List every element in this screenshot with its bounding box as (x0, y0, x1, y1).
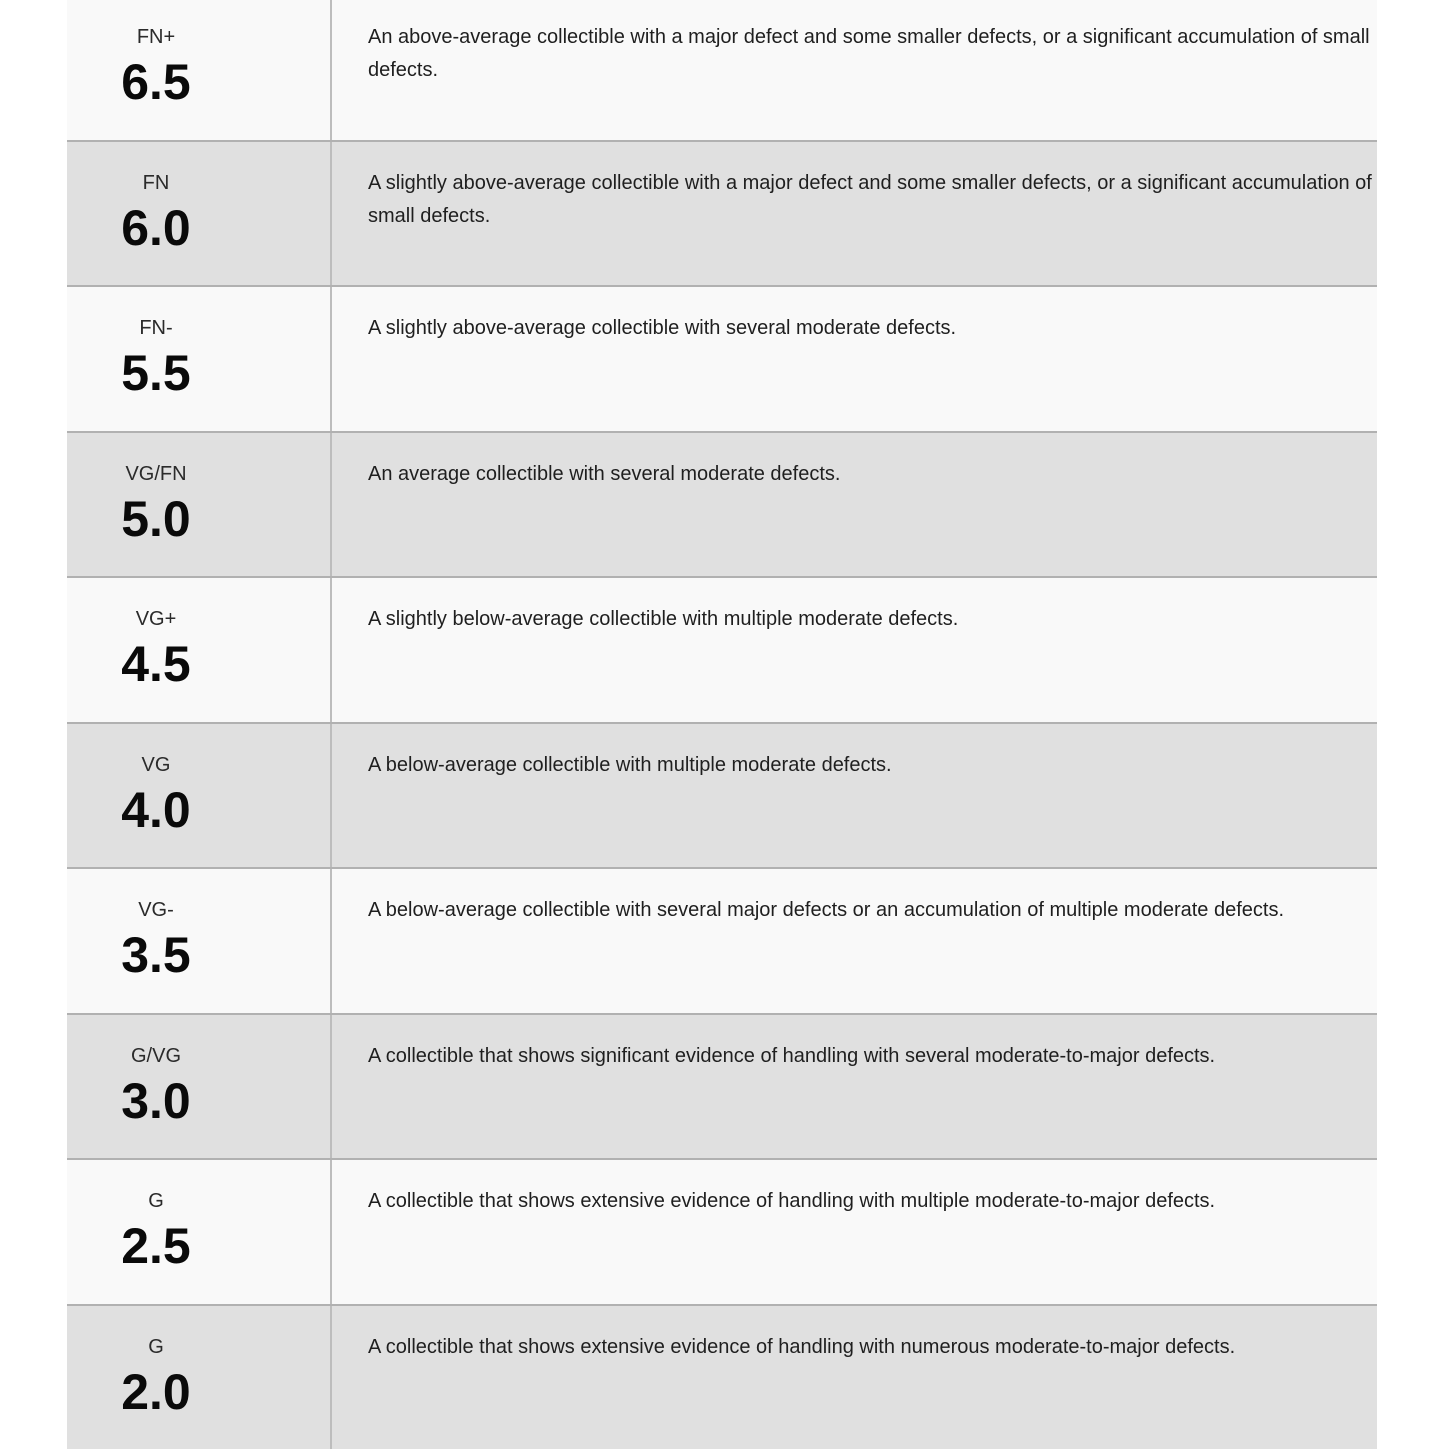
table-row (67, 576, 1377, 722)
grading-scale-table (67, 0, 1377, 1449)
grade-abbreviation: VG/FN (67, 458, 245, 491)
grade-description: A slightly above-average collectible with a major defect and some smaller defects, or a significant accumulation of small defects. (368, 167, 1377, 233)
grade-cell (67, 1015, 332, 1159)
grade-number: 6.0 (67, 202, 245, 254)
description-cell (332, 1015, 1377, 1159)
grade-description: A collectible that shows significant evidence of handling with several moderate-to-major defects. (368, 1040, 1377, 1073)
grade-cell (67, 1306, 332, 1449)
grade-abbreviation: G/VG (67, 1040, 245, 1073)
grade-abbreviation: FN+ (67, 21, 245, 54)
grade-cell (67, 869, 332, 1013)
table-row (67, 1158, 1377, 1304)
description-cell (332, 869, 1377, 1013)
table-row (67, 431, 1377, 577)
grade-abbreviation: VG- (67, 894, 245, 927)
grade-cell (67, 0, 332, 140)
description-cell (332, 142, 1377, 286)
table-row (67, 722, 1377, 868)
grade-cell (67, 433, 332, 577)
grade-description: A below-average collectible with multiple moderate defects. (368, 749, 1377, 782)
grade-description: An average collectible with several moderate defects. (368, 458, 1377, 491)
grade-cell (67, 287, 332, 431)
grade-number: 3.5 (67, 929, 245, 981)
table-row (67, 140, 1377, 286)
grade-number: 5.0 (67, 493, 245, 545)
grade-abbreviation: G (67, 1331, 245, 1364)
grade-number: 5.5 (67, 347, 245, 399)
description-cell (332, 433, 1377, 577)
grade-cell (67, 1160, 332, 1304)
grade-description: A below-average collectible with several major defects or an accumulation of multiple moderate defects. (368, 894, 1377, 927)
description-cell (332, 1306, 1377, 1449)
description-cell (332, 0, 1377, 140)
table-row (67, 867, 1377, 1013)
grade-abbreviation: G (67, 1185, 245, 1218)
description-cell (332, 287, 1377, 431)
description-cell (332, 1160, 1377, 1304)
grade-abbreviation: FN- (67, 312, 245, 345)
grade-abbreviation: VG+ (67, 603, 245, 636)
grade-number: 3.0 (67, 1075, 245, 1127)
grade-description: An above-average collectible with a major defect and some smaller defects, or a significant accumulation of small defects. (368, 21, 1377, 87)
grade-description: A slightly below-average collectible with multiple moderate defects. (368, 603, 1377, 636)
description-cell (332, 724, 1377, 868)
grade-number: 6.5 (67, 56, 245, 108)
grade-abbreviation: FN (67, 167, 245, 200)
grade-number: 4.0 (67, 784, 245, 836)
grade-abbreviation: VG (67, 749, 245, 782)
description-cell (332, 578, 1377, 722)
grade-description: A collectible that shows extensive evidence of handling with multiple moderate-to-major defects. (368, 1185, 1377, 1218)
grade-number: 2.5 (67, 1220, 245, 1272)
grade-cell (67, 578, 332, 722)
grade-description: A slightly above-average collectible with several moderate defects. (368, 312, 1377, 345)
grade-cell (67, 142, 332, 286)
grade-cell (67, 724, 332, 868)
table-row (67, 1013, 1377, 1159)
grade-number: 4.5 (67, 638, 245, 690)
table-row (67, 285, 1377, 431)
grade-description: A collectible that shows extensive evidence of handling with numerous moderate-to-major defects. (368, 1331, 1377, 1364)
table-row (67, 0, 1377, 140)
grade-number: 2.0 (67, 1366, 245, 1418)
table-row (67, 1304, 1377, 1449)
